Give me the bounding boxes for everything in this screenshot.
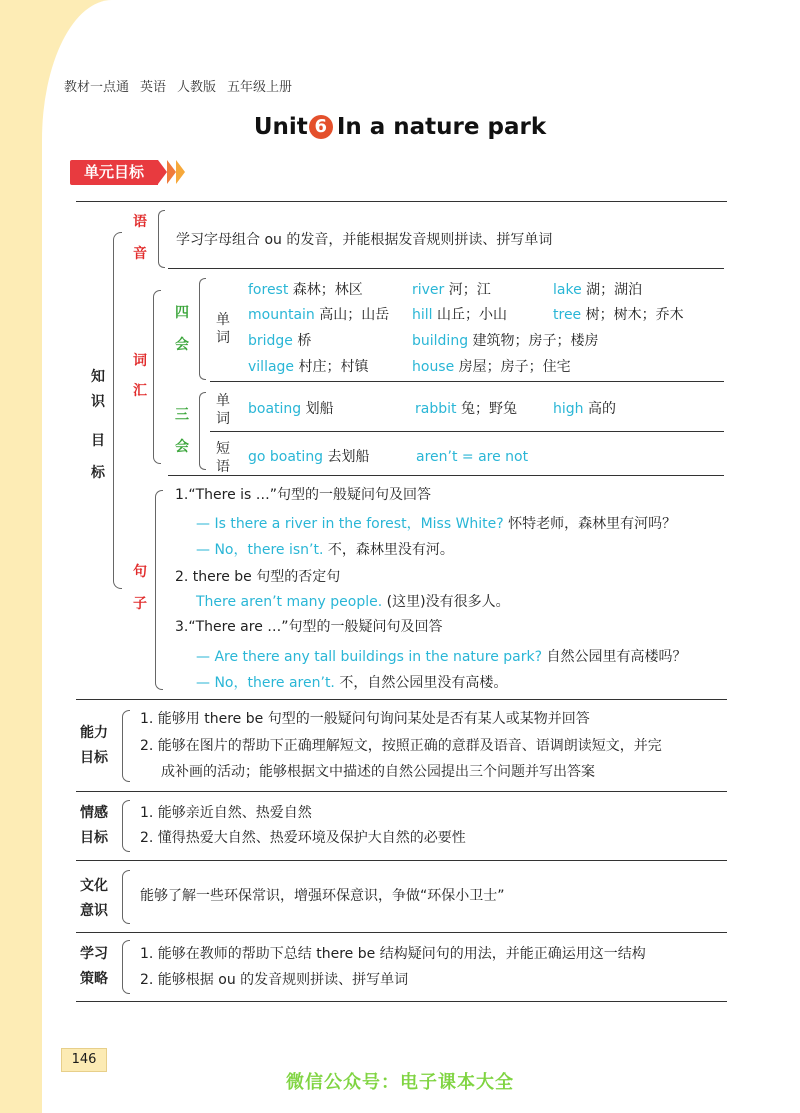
- ability-line: 2. 能够在图片的帮助下正确理解短文，按照正确的意群及语音、语调朗读短文，并完: [140, 738, 662, 754]
- vocab-rule: [168, 475, 724, 476]
- word-item: house 房屋；房子；住宅: [412, 359, 571, 375]
- unit-goals-tab: 单元目标: [70, 160, 158, 185]
- sentences-brace: [155, 490, 163, 690]
- word-item: mountain 高山；山岳: [248, 307, 390, 323]
- knowledge-bottom-rule: [76, 699, 727, 700]
- phrase-item: go boating 去划船: [248, 449, 370, 465]
- sentence-example: — Is there a river in the forest，Miss White? 怀特老师，森林里有河吗？: [196, 516, 677, 532]
- sentence-heading: 2. there be 句型的否定句: [175, 569, 341, 585]
- emotion-rule: [76, 860, 727, 861]
- phonics-text: 学习字母组合 ou 的发音，并能根据发音规则拼读、拼写单词: [176, 232, 553, 248]
- chevron-2-icon: [167, 160, 176, 184]
- phrase-item: aren’t = are not: [416, 449, 529, 465]
- sentence-example: — Are there any tall buildings in the nature park? 自然公园里有高楼吗？: [196, 649, 687, 665]
- sentence-example: There aren’t many people. (这里)没有很多人。: [196, 594, 510, 610]
- chevron-1-icon: [158, 160, 167, 184]
- word-item: river 河；江: [412, 282, 491, 298]
- subject: 英语: [140, 80, 167, 95]
- ability-brace: [122, 710, 130, 782]
- running-header: [64, 76, 303, 95]
- word-item: lake 湖；湖泊: [553, 282, 643, 298]
- word-item: tree 树；树木；乔木: [553, 307, 684, 323]
- word-item: hill 山丘；小山: [412, 307, 507, 323]
- strategy-line: 2. 能够根据 ou 的发音规则拼读、拼写单词: [140, 972, 409, 988]
- sentence-heading: 1.“There is …”句型的一般疑问句及回答: [175, 487, 432, 503]
- unit-title-prefix: Unit: [253, 114, 308, 140]
- three-skill-rule: [210, 431, 724, 432]
- emotion-line: 2. 懂得热爱大自然、热爱环境及保护大自然的必要性: [140, 830, 466, 846]
- book-name: 教材一点通: [64, 80, 130, 95]
- phonics-brace: [158, 210, 165, 268]
- word-item: bridge 桥: [248, 333, 312, 349]
- phonics-rule: [168, 268, 724, 269]
- four-skill-brace: [199, 278, 206, 380]
- strategy-line: 1. 能够在教师的帮助下总结 there be 结构疑问句的用法，并能正确运用这一结构: [140, 946, 646, 962]
- ability-line: 成补画的活动；能够根据文中描述的自然公园提出三个问题并写出答案: [161, 764, 595, 780]
- word-item: forest 森林；林区: [248, 282, 363, 298]
- sentence-example: — No，there isn’t. 不，森林里没有河。: [196, 542, 454, 558]
- word-item: rabbit 兔；野兔: [415, 401, 517, 417]
- word-item: building 建筑物；房子；楼房: [412, 333, 599, 349]
- word-item: boating 划船: [248, 401, 334, 417]
- table-bottom-rule: [76, 1001, 727, 1002]
- page-number: 146: [61, 1048, 107, 1072]
- unit-number-badge: 6: [309, 115, 333, 139]
- ability-rule: [76, 791, 727, 792]
- culture-line: 能够了解一些环保常识，增强环保意识，争做“环保小卫士”: [140, 888, 505, 904]
- emotion-line: 1. 能够亲近自然、热爱自然: [140, 805, 312, 821]
- edition: 人教版: [177, 80, 217, 95]
- culture-brace: [122, 870, 130, 924]
- sentence-heading: 3.“There are …”句型的一般疑问句及回答: [175, 619, 443, 635]
- emotion-brace: [122, 800, 130, 852]
- word-item: high 高的: [553, 401, 616, 417]
- strategy-brace: [122, 940, 130, 994]
- culture-rule: [76, 932, 727, 933]
- table-top-rule: [76, 201, 727, 202]
- four-skill-rule: [210, 381, 724, 382]
- ability-line: 1. 能够用 there be 句型的一般疑问句询问某处是否有某人或某物并回答: [140, 711, 590, 727]
- knowledge-brace: [113, 232, 122, 589]
- word-item: village 村庄；村镇: [248, 359, 369, 375]
- chevron-3-icon: [176, 160, 185, 184]
- vocab-brace: [153, 290, 161, 464]
- watermark: 微信公众号：电子课本大全: [286, 1072, 514, 1093]
- unit-title: [0, 114, 800, 140]
- sentence-example: — No，there aren’t. 不，自然公园里没有高楼。: [196, 675, 508, 691]
- grade: 五年级上册: [227, 80, 293, 95]
- three-skill-brace: [199, 392, 206, 470]
- unit-title-text: In a nature park: [336, 114, 547, 140]
